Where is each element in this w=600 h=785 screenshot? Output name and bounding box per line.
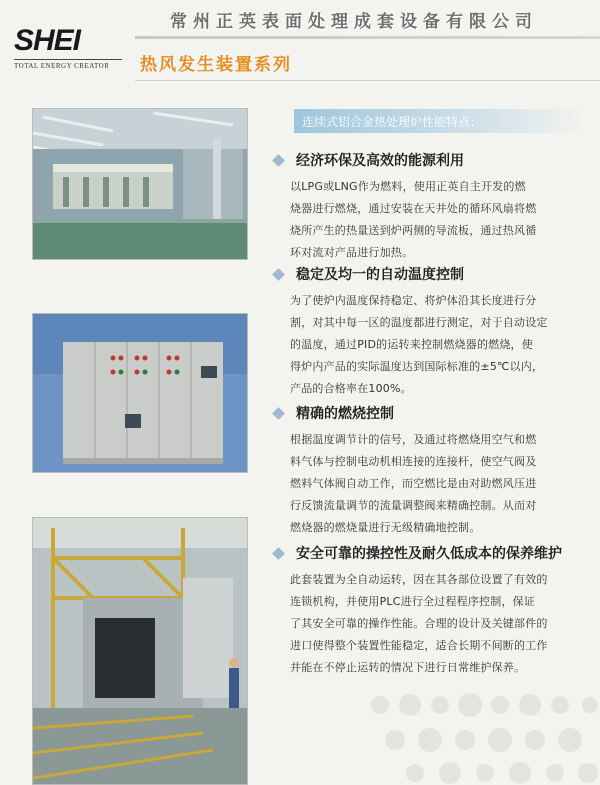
feature-section-energy [272,150,590,264]
body-line: 的温度，通过PID的运转来控制燃烧器的燃烧，使 [290,338,533,351]
company-name: 常州正英表面处理成套设备有限公司 [170,12,538,32]
section-title: 安全可靠的操控性及耐久低成本的保养维护 [296,546,562,562]
section-body [290,176,590,264]
body-line: 烧器进行燃烧，通过安装在天井处的循环风扇将燃 [290,202,537,215]
body-line: 并能在不停止运转的情况下进行日常维护保养。 [290,661,526,674]
section-head [272,403,590,425]
body-line: 以LPG或LNG作为燃料，使用正英自主开发的燃 [290,180,526,193]
company-logo [14,24,124,76]
feature-banner-label: 连续式铝合金热处理炉性能特点： [302,115,483,129]
logo-tagline: TOTAL ENERGY CREATOR [14,62,110,70]
body-line: 烧所产生的热量送到炉两侧的导流板，通过热风循 [290,224,537,237]
feature-banner [294,109,586,133]
section-title: 经济环保及高效的能源利用 [296,153,464,169]
body-line: 料气体与控制电动机相连接的连接杆，使空气阀及 [290,455,537,468]
diamond-bullet-icon [272,547,285,560]
diamond-bullet-icon [272,154,285,167]
section-title: 精确的燃烧控制 [296,406,394,422]
diamond-bullet-icon [272,268,285,281]
section-body [290,569,590,679]
series-rule [135,80,600,81]
body-line: 根据温度调节计的信号，及通过将燃烧用空气和燃 [290,433,537,446]
section-title: 稳定及均一的自动温度控制 [296,267,464,283]
feature-section-temperature [272,264,590,400]
section-head [272,264,590,286]
series-title: 热风发生装置系列 [140,55,292,75]
furnace-line-photo [32,517,248,785]
feature-section-combustion [272,403,590,539]
body-line: 燃料气体阀自动工作，而空燃比是由对助燃风压进 [290,477,537,490]
section-head [272,150,590,172]
body-line: 环对流对产品进行加热。 [290,246,414,259]
body-line: 行反馈流量调节的流量调整阀来精确控制。从而对 [290,499,537,512]
body-line: 燃烧器的燃烧量进行无级精确地控制。 [290,521,481,534]
control-cabinet-photo [32,313,248,473]
body-line: 了其安全可靠的操作性能。合理的设计及关键部件的 [290,617,548,630]
body-line: 连锁机构，并使用PLC进行全过程程序控制，保证 [290,595,536,608]
logo-wordmark: SHEI [14,24,81,57]
section-body [290,429,590,539]
decorative-dots [340,675,600,785]
factory-hall-photo [32,108,248,260]
body-line: 此套装置为全自动运转，因在其各部位设置了有效的 [290,573,548,586]
body-line: 为了使炉内温度保持稳定、将炉体沿其长度进行分 [290,294,537,307]
body-line: 进口使得整个装置性能稳定，适合长期不间断的工作 [290,639,548,652]
body-line: 得炉内产品的实际温度达到国际标准的±5℃以内， [290,360,544,373]
feature-section-maintenance [272,543,590,679]
body-line: 割，对其中每一区的温度都进行测定，对于自动设定 [290,316,548,329]
body-line: 产品的合格率在100%。 [290,382,412,395]
header-divider [135,36,600,39]
logo-underline [14,59,122,60]
section-body [290,290,590,400]
diamond-bullet-icon [272,407,285,420]
section-head [272,543,590,565]
